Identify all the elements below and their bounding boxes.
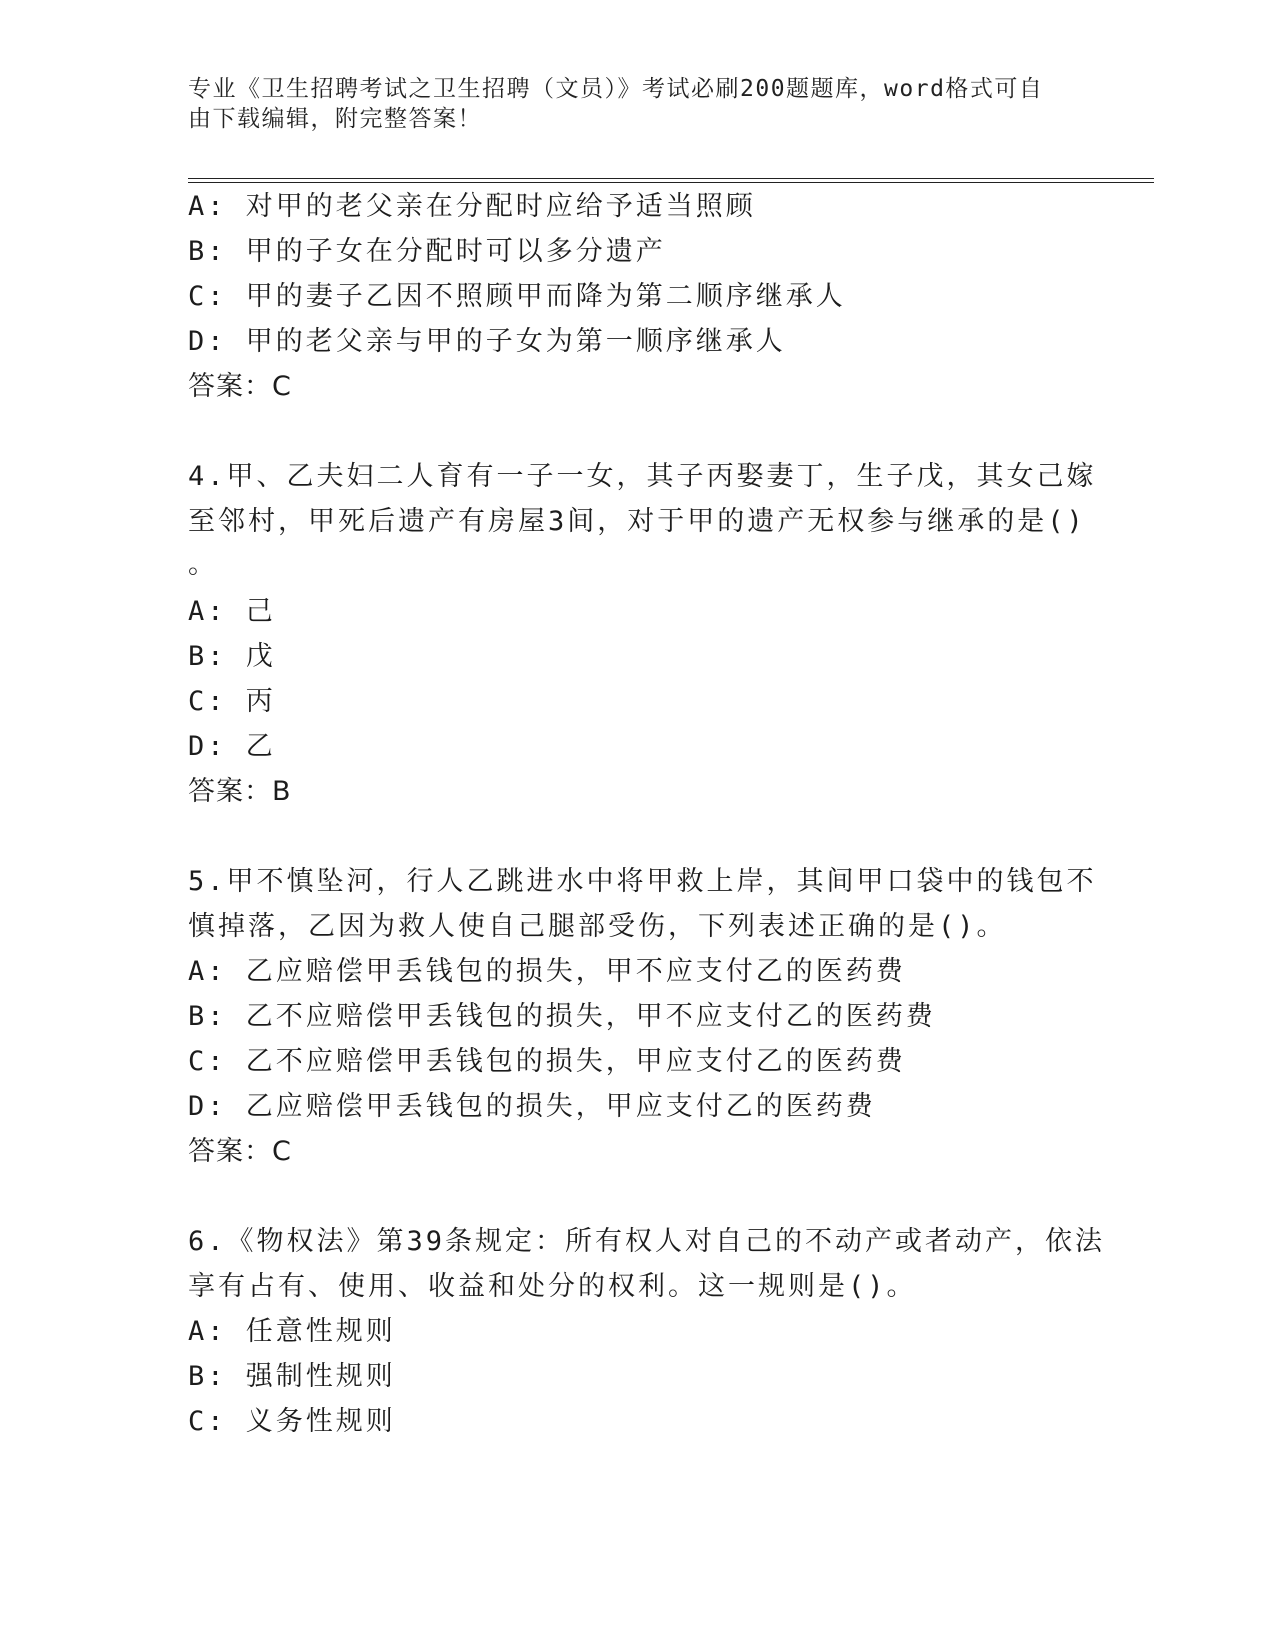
q4-option-a: A: 己 (188, 596, 276, 627)
q4-stem-line-2: 至邻村，甲死后遗产有房屋3间，对于甲的遗产无权参与继承的是() (188, 506, 1086, 537)
header-divider-top (188, 178, 1154, 179)
q6-option-a: A: 任意性规则 (188, 1316, 396, 1347)
q4-option-b: B: 戊 (188, 641, 276, 672)
q3-option-d: D: 甲的老父亲与甲的子女为第一顺序继承人 (188, 326, 786, 357)
header-line-2: 由下载编辑，附完整答案！ (188, 106, 482, 132)
q6-option-b: B: 强制性规则 (188, 1361, 396, 1392)
q3-option-b: B: 甲的子女在分配时可以多分遗产 (188, 236, 666, 267)
q5-stem-line-1: 5.甲不慎坠河，行人乙跳进水中将甲救上岸，其间甲口袋中的钱包不 (188, 866, 1097, 897)
q4-answer: 答案：B (188, 776, 292, 807)
q6-stem-line-2: 享有占有、使用、收益和处分的权利。这一规则是()。 (188, 1271, 917, 1302)
q5-option-b: B: 乙不应赔偿甲丢钱包的损失，甲不应支付乙的医药费 (188, 1001, 936, 1032)
q6-stem-line-1: 6.《物权法》第39条规定：所有权人对自己的不动产或者动产，依法 (188, 1226, 1106, 1257)
q4-option-d: D: 乙 (188, 731, 276, 762)
q3-option-c: C: 甲的妻子乙因不照顾甲而降为第二顺序继承人 (188, 281, 846, 312)
q4-stem-line-1: 4.甲、乙夫妇二人育有一子一女，其子丙娶妻丁，生子戊，其女己嫁 (188, 461, 1097, 492)
header-line-1: 专业《卫生招聘考试之卫生招聘（文员）》考试必刷200题题库，word格式可自 (188, 76, 1044, 102)
q5-option-d: D: 乙应赔偿甲丢钱包的损失，甲应支付乙的医药费 (188, 1091, 876, 1122)
q5-option-c: C: 乙不应赔偿甲丢钱包的损失，甲应支付乙的医药费 (188, 1046, 906, 1077)
q5-answer: 答案：C (188, 1136, 292, 1167)
q6-option-c: C: 义务性规则 (188, 1406, 396, 1437)
q3-answer: 答案：C (188, 371, 292, 402)
q4-stem-line-3: 。 (188, 549, 218, 580)
q5-stem-line-2: 慎掉落，乙因为救人使自己腿部受伤，下列表述正确的是()。 (188, 911, 1007, 942)
q5-option-a: A: 乙应赔偿甲丢钱包的损失，甲不应支付乙的医药费 (188, 956, 906, 987)
q4-option-c: C: 丙 (188, 686, 276, 717)
header-divider-bottom (188, 182, 1154, 183)
q3-option-a: A: 对甲的老父亲在分配时应给予适当照顾 (188, 191, 756, 222)
document-header (188, 74, 1068, 134)
